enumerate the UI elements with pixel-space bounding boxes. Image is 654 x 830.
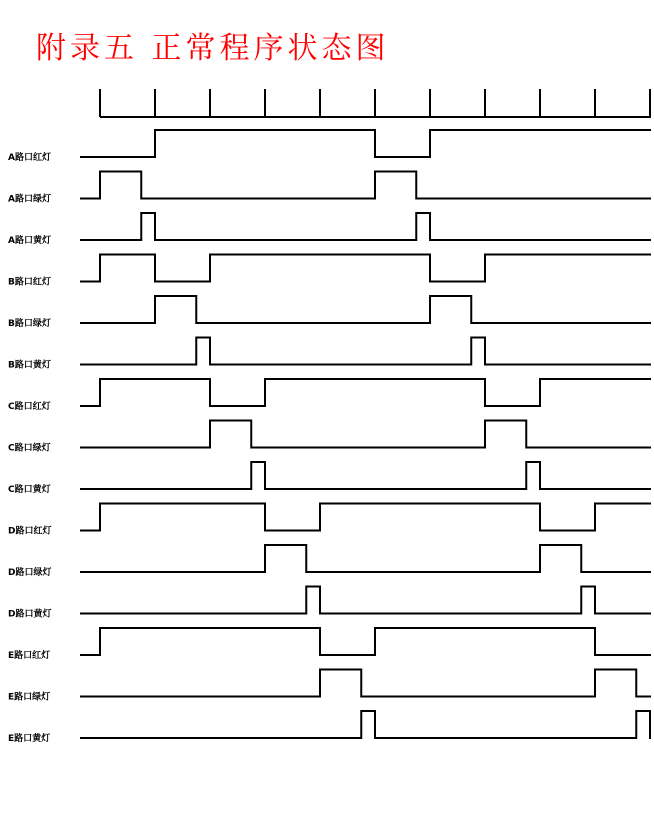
signal-rows [8,130,651,744]
signal-row [8,587,651,620]
signal-waveform [80,213,651,240]
signal-waveform [80,379,651,406]
signal-row [8,670,651,703]
signal-waveform [80,670,651,697]
page-title: 附录五 正常程序状态图 [36,31,390,66]
signal-waveform [80,462,651,489]
signal-label: D路口黄灯 [8,609,52,620]
signal-waveform [80,587,651,614]
signal-row [8,628,651,661]
signal-row [8,296,651,329]
signal-label: B路口绿灯 [8,319,51,329]
signal-label: A路口黄灯 [8,236,51,246]
signal-waveform [80,338,651,365]
signal-row [8,421,651,454]
signal-row [8,711,651,744]
signal-waveform [80,711,651,738]
signal-row [8,504,651,537]
signal-label: C路口红灯 [8,402,51,412]
signal-label: C路口黄灯 [8,485,51,495]
signal-row [8,172,651,205]
signal-row [8,379,651,412]
signal-waveform [80,172,651,199]
signal-label: A路口绿灯 [8,194,51,205]
signal-label: A路口红灯 [8,153,51,163]
signal-waveform [80,504,651,531]
signal-label: D路口红灯 [8,526,52,537]
signal-label: E路口绿灯 [8,692,51,703]
signal-waveform [80,628,651,655]
signal-waveform [80,545,651,572]
signal-waveform [80,296,651,323]
signal-label: E路口红灯 [8,651,51,661]
signal-row [8,255,651,288]
signal-row [8,545,651,578]
signal-label: E路口黄灯 [8,734,51,744]
signal-label: D路口绿灯 [8,568,52,578]
signal-row [8,130,651,163]
signal-row [8,213,651,246]
signal-row [8,338,651,371]
signal-label: B路口红灯 [8,277,51,288]
signal-label: B路口黄灯 [8,360,51,371]
signal-row [8,462,651,495]
signal-waveform [80,255,651,282]
signal-label: C路口绿灯 [8,443,51,454]
time-ruler [100,89,651,117]
signal-waveform [80,130,651,157]
signal-waveform [80,421,651,448]
